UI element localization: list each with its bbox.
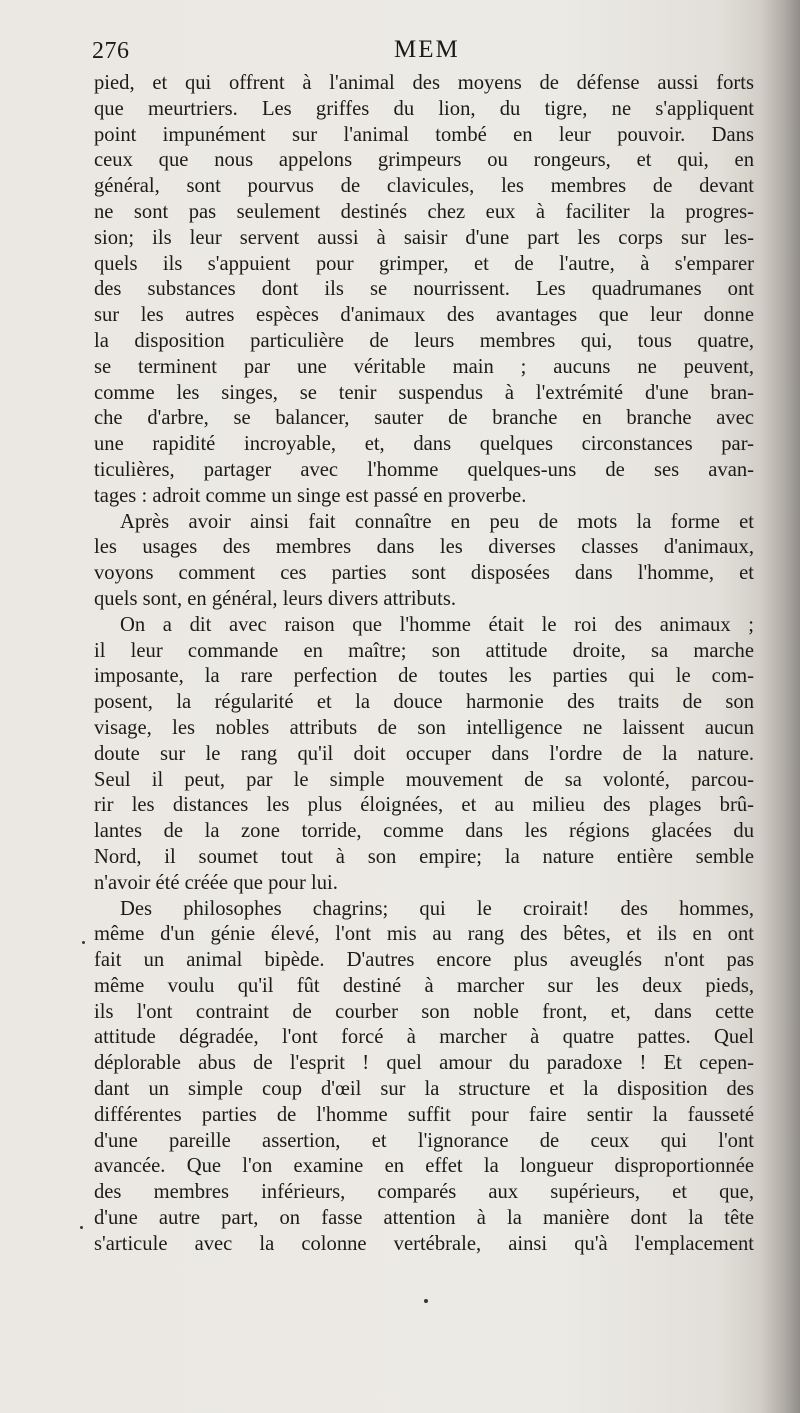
text-line: Seul il peut, par le simple mouvement de sa volonté, parcou- bbox=[94, 768, 754, 791]
text-line: tages : adroit comme un singe est passé en proverbe. bbox=[94, 484, 527, 507]
text-line: même d'un génie élevé, l'ont mis au rang des bêtes, et ils en ont bbox=[94, 923, 754, 946]
text-line: des membres inférieurs, comparés aux supérieurs, et que, bbox=[94, 1181, 754, 1204]
text-line: pied, et qui offrent à l'animal des moyens de défense aussi forts bbox=[94, 72, 754, 94]
text-line: sur les autres espèces d'animaux des avantages que leur donne bbox=[94, 304, 754, 327]
page-header bbox=[92, 34, 752, 70]
text-line: se terminent par une véritable main ; aucuns ne peuvent, bbox=[94, 355, 754, 378]
text-line: Après avoir ainsi fait connaître en peu de mots la forme et bbox=[120, 510, 754, 533]
text-line: n'avoir été créée que pour lui. bbox=[94, 871, 338, 894]
text-line: comme les singes, se tenir suspendus à l'extrémité d'une bran- bbox=[94, 381, 754, 404]
text-line: des substances dont ils se nourrissent. Les quadrumanes ont bbox=[94, 278, 754, 301]
ink-speck bbox=[82, 941, 85, 944]
text-line: lantes de la zone torride, comme dans les régions glacées du bbox=[94, 820, 754, 843]
text-line: il leur commande en maître; son attitude droite, sa marche bbox=[94, 639, 754, 662]
text-line: d'une autre part, on fasse attention à la manière dont la tête bbox=[94, 1207, 754, 1230]
text-line: rir les distances les plus éloignées, et au milieu des plages brû- bbox=[94, 794, 754, 817]
text-line: point impunément sur l'animal tombé en leur pouvoir. Dans bbox=[94, 123, 754, 146]
spine-shadow bbox=[760, 0, 800, 1413]
text-line: attitude dégradée, l'ont forcé à marcher à quatre pattes. Quel bbox=[94, 1026, 754, 1049]
text-line: ceux que nous appelons grimpeurs ou rongeurs, et qui, en bbox=[94, 149, 754, 172]
text-line: ticulières, partager avec l'homme quelques-uns de ses avan- bbox=[94, 458, 754, 481]
text-line: On a dit avec raison que l'homme était le roi des animaux ; bbox=[120, 613, 754, 636]
text-line: voyons comment ces parties sont disposées dans l'homme, et bbox=[94, 562, 754, 585]
text-line: que meurtriers. Les griffes du lion, du tigre, ne s'appliquent bbox=[94, 97, 754, 120]
text-line: posent, la régularité et la douce harmonie des traits de son bbox=[94, 691, 754, 714]
text-line: che d'arbre, se balancer, sauter de branche en branche avec bbox=[94, 407, 754, 430]
ink-speck bbox=[80, 1226, 83, 1229]
text-line: même voulu qu'il fût destiné à marcher sur les deux pieds, bbox=[94, 974, 754, 997]
text-line: imposante, la rare perfection de toutes les parties qui le com- bbox=[94, 665, 754, 688]
text-line: quels ils s'appuient pour grimper, et de l'autre, à s'emparer bbox=[94, 252, 754, 275]
text-line: fait un animal bipède. D'autres encore plus aveuglés n'ont pas bbox=[94, 949, 754, 972]
text-line: la disposition particulière de leurs membres qui, tous quatre, bbox=[94, 329, 754, 352]
text-line: d'une pareille assertion, et l'ignorance de ceux qui l'ont bbox=[94, 1129, 754, 1152]
text-line: ne sont pas seulement destinés chez eux à faciliter la progres- bbox=[94, 200, 754, 223]
body-text bbox=[94, 71, 754, 1258]
page-number: 276 bbox=[92, 38, 130, 64]
text-line: une rapidité incroyable, et, dans quelques circonstances par- bbox=[94, 433, 754, 456]
text-line: dant un simple coup d'œil sur la structure et la disposition des bbox=[94, 1078, 754, 1101]
text-line: Nord, il soumet tout à son empire; la nature entière semble bbox=[94, 845, 754, 868]
text-line: déplorable abus de l'esprit ! quel amour du paradoxe ! Et cepen- bbox=[94, 1052, 754, 1075]
running-head: MEM bbox=[394, 36, 460, 63]
text-line: ils l'ont contraint de courber son noble front, et, dans cette bbox=[94, 1000, 754, 1023]
text-line: s'articule avec la colonne vertébrale, ainsi qu'à l'emplacement bbox=[94, 1232, 754, 1255]
text-line: Des philosophes chagrins; qui le croirait! des hommes, bbox=[120, 897, 754, 920]
text-line: différentes parties de l'homme suffit pour faire sentir la fausseté bbox=[94, 1103, 754, 1126]
text-line: quels sont, en général, leurs divers attributs. bbox=[94, 587, 457, 610]
text-line: avancée. Que l'on examine en effet la longueur disproportionnée bbox=[94, 1155, 754, 1178]
text-line: visage, les nobles attributs de son intelligence ne laissent aucun bbox=[94, 716, 754, 739]
text-line: doute sur le rang qu'il doit occuper dans l'ordre de la nature. bbox=[94, 742, 754, 765]
ink-speck bbox=[424, 1299, 428, 1303]
text-line: général, sont pourvus de clavicules, les membres de devant bbox=[94, 175, 754, 198]
text-line: sion; ils leur servent aussi à saisir d'une part les corps sur les- bbox=[94, 226, 754, 249]
text-line: les usages des membres dans les diverses classes d'animaux, bbox=[94, 536, 754, 559]
